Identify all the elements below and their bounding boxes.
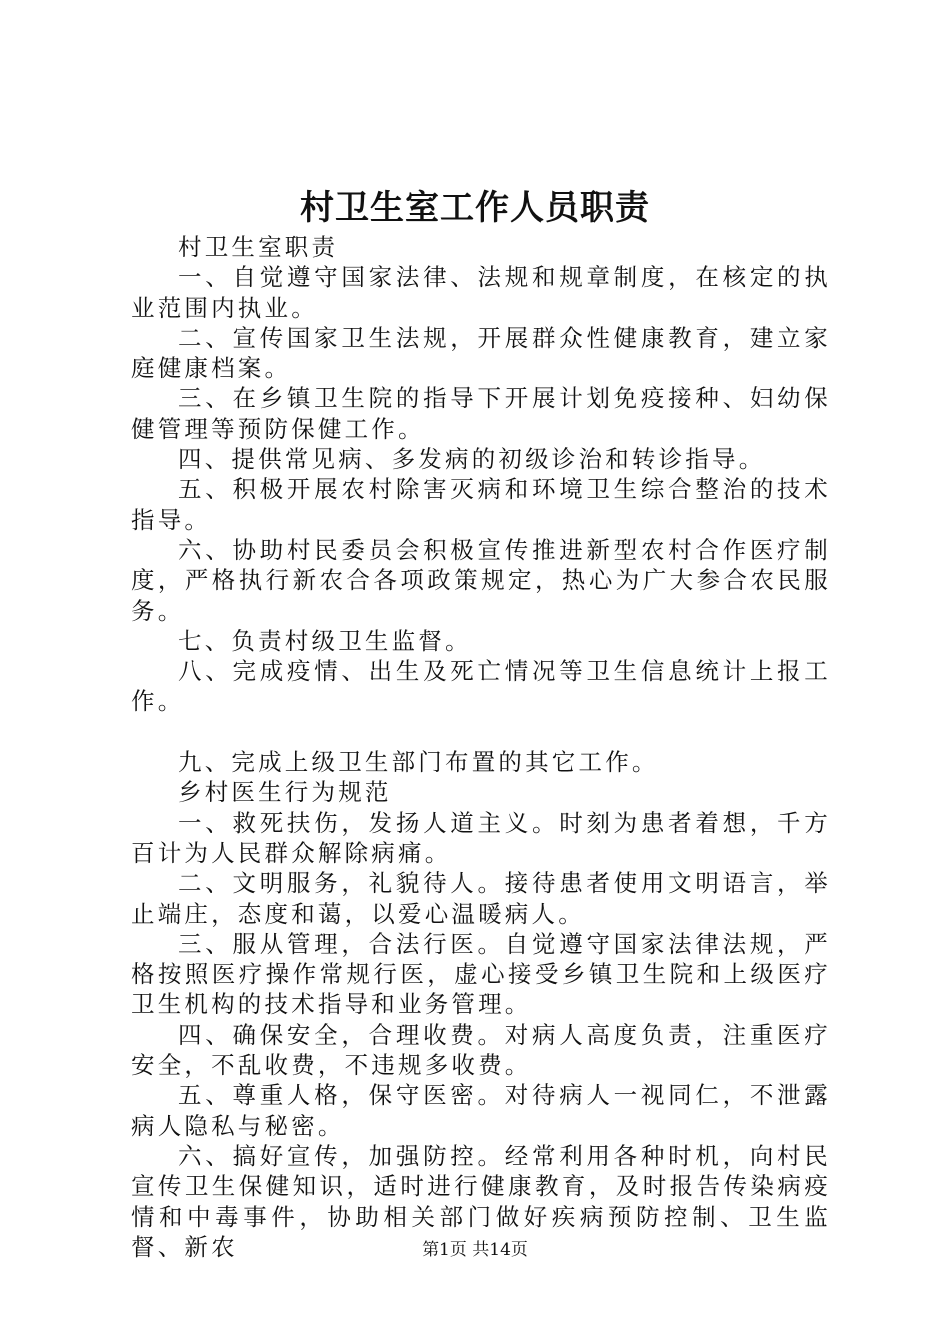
paragraph-duty-2: 二、宣传国家卫生法规，开展群众性健康教育，建立家庭健康档案。 [131, 323, 831, 383]
paragraph-duty-8: 八、完成疫情、出生及死亡情况等卫生信息统计上报工作。 [131, 657, 831, 716]
paragraph-duty-4: 四、提供常见病、多发病的初级诊治和转诊指导。 [178, 445, 766, 474]
blank-line [131, 717, 831, 747]
page-footer: 第1页 共14页 [422, 1240, 528, 1260]
paragraph-conduct-3: 三、服从管理，合法行医。自觉遵守国家法律法规，严格按照医疗操作常规行医，虚心接受乡镇卫生院和上级医疗卫生机构的技术指导和业务管理。 [131, 929, 831, 1019]
document-title: 村卫生室工作人员职责 [300, 188, 650, 228]
paragraph-duty-9: 九、完成上级卫生部门布置的其它工作。 [178, 748, 659, 777]
paragraph-duty-7: 七、负责村级卫生监督。 [178, 626, 472, 655]
paragraph-conduct-6: 六、搞好宣传，加强防控。经常利用各种时机，向村民宣传卫生保健知识，适时进行健康教育，及时报告传染病疫情和中毒事件，协助相关部门做好疾病预防控制、卫生监督、新农 [131, 1141, 831, 1261]
paragraph-conduct-5: 五、尊重人格，保守医密。对待病人一视同仁，不泄露病人隐私与秘密。 [131, 1081, 831, 1140]
paragraph-duty-5: 五、积极开展农村除害灭病和环境卫生综合整治的技术指导。 [131, 475, 831, 534]
paragraph-duty-1: 一、自觉遵守国家法律、法规和规章制度，在核定的执业范围内执业。 [131, 263, 831, 322]
paragraph-duty-6: 六、协助村民委员会积极宣传推进新型农村合作医疗制度，严格执行新农合各项政策规定，热心为广大参合农民服务。 [131, 535, 831, 625]
paragraph-conduct-heading: 乡村医生行为规范 [178, 778, 392, 807]
document-body [131, 232, 831, 1262]
paragraph-conduct-1: 一、救死扶伤，发扬人道主义。时刻为患者着想，千方百计为人民群众解除病痛。 [131, 808, 831, 867]
paragraph-clinic-duties-heading: 村卫生室职责 [178, 233, 339, 261]
paragraph-conduct-4: 四、确保安全，合理收费。对病人高度负责，注重医疗安全，不乱收费，不违规多收费。 [131, 1020, 831, 1080]
paragraph-conduct-2: 二、文明服务，礼貌待人。接待患者使用文明语言，举止端庄，态度和蔼，以爱心温暖病人。 [131, 869, 831, 928]
paragraph-duty-3: 三、在乡镇卫生院的指导下开展计划免疫接种、妇幼保健管理等预防保健工作。 [131, 384, 831, 443]
